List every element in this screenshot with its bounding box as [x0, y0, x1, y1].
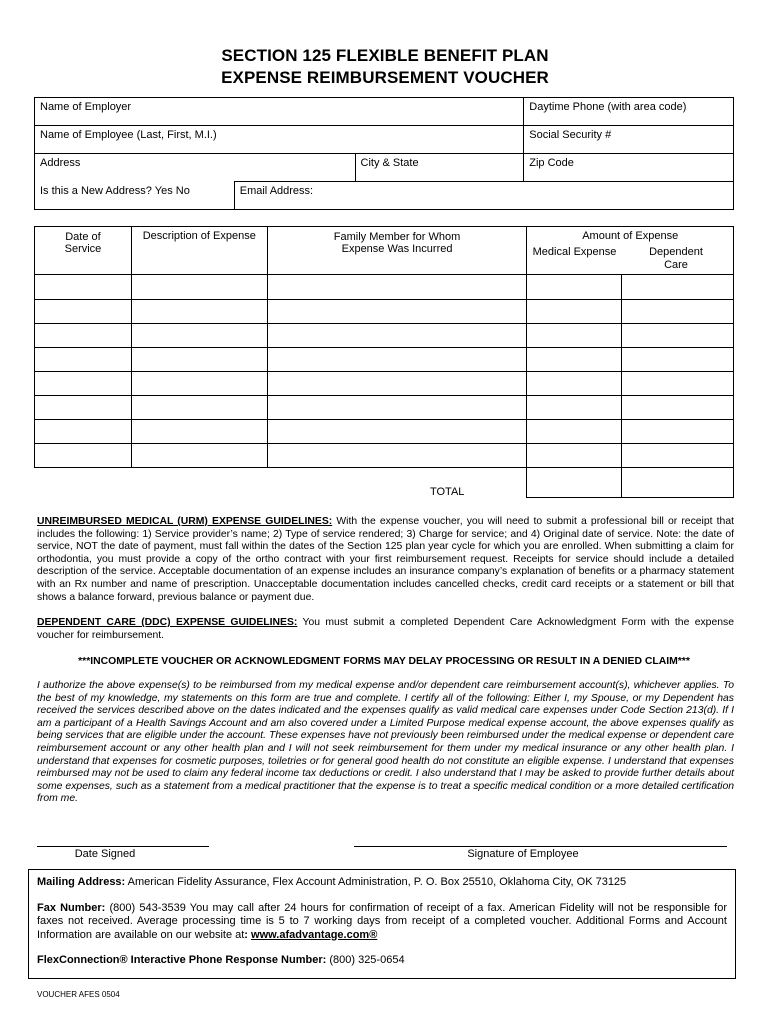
family-member-cell[interactable] [267, 444, 527, 468]
employee-info-table [34, 97, 734, 210]
description-cell[interactable] [131, 348, 267, 372]
description-cell[interactable] [131, 420, 267, 444]
ddc-guidelines [37, 617, 734, 642]
description-cell[interactable] [131, 396, 267, 420]
address-field[interactable] [35, 154, 356, 182]
new-address-label: Is this a New Address? Yes No [40, 184, 190, 197]
header-medical: Medical Expense [532, 246, 617, 258]
employer-field[interactable] [35, 98, 524, 126]
urm-text: With the expense voucher, you will need to submit a professional bill or receipt that includes the following: 1) Service provider’s name; 2) Type of service rendered; 3) Charge for service; and 4) Original date of service. Note: the date of service, NOT the date of payment, must fall within the dates of the Section 125 plan year cycle for which you are enrolled. When submitting a claim for orthodontia, you must provide a copy of the ortho contract with your first reimbursement request. Receipts for service should include a detailed description of the service. Acceptable documentation of an expense includes an insurance company’s explanation of benefits or a pharmacy statement with an Rx number and name of prescription. Unacceptable documentation includes cancelled checks, credit card receipts or a statement or bill that shows a balance forward, previous balance or payment due. [37, 516, 734, 603]
form-code: VOUCHER AFES 0504 [37, 990, 120, 999]
expense-row [35, 372, 734, 396]
expense-row [35, 324, 734, 348]
dependent-amount-cell[interactable] [622, 275, 734, 300]
family-member-cell[interactable] [267, 275, 527, 300]
employee-signature-line[interactable] [354, 846, 727, 847]
description-cell[interactable] [131, 444, 267, 468]
dependent-amount-cell[interactable] [622, 444, 734, 468]
date-cell[interactable] [35, 444, 132, 468]
fax-info [37, 902, 727, 943]
fax-label: Fax Number: [37, 901, 106, 914]
fax-text: (800) 543-3539 You may call after 24 hours for confirmation of receipt of a fax. American Fidelity will not be responsible for faxes not received. Average processing time is 5 to 7 working days from receipt of a completed voucher. Additional Forms and Account Information are available on our website at [37, 901, 727, 941]
city-state-label: City & State [360, 157, 419, 169]
expense-row [35, 444, 734, 468]
employee-name-label: Name of Employee (Last, First, M.I.) [40, 129, 217, 141]
ddc-heading: DEPENDENT CARE (DDC) EXPENSE GUIDELINES: [37, 617, 298, 628]
medical-total-cell[interactable] [527, 468, 622, 498]
dependent-amount-cell[interactable] [622, 348, 734, 372]
employee-signature-label: Signature of Employee [467, 848, 579, 860]
dependent-amount-cell[interactable] [622, 420, 734, 444]
authorization-statement: I authorize the above expense(s) to be reimbursed from my medical expense and/or dependent care reimbursement account(s), whichever applies. To the best of my knowledge, my statements on this form are true and complete. I certify all of the following: Either I, my Spouse, or my Dependent has received the services described above on the dates indicated and the expenses qualify as valid medical care expenses under Code Section 213(d). If I am a participant of a Health Savings Account and am also covered under a Limited Purpose medical expense account, the above expenses qualify as being services that are eligible under the account. These expenses have not previously been reimbursed under the medical expense or dependent care reimbursement account or any other health plan and I will not seek reimbursement for them under my medical insurance or any other health plan. I understand that expenses for cosmetic purposes, toiletries or for general good health do not constitute an eligible expense. I understand that expenses reimbursed may not be used to claim any federal income tax deductions or credit. I also understand that I may be asked to provide further details about some expenses, such as a statement from a medical practitioner that the expense is to treat a specific medical condition or a more detailed certification from me. [37, 680, 734, 805]
phone-label: Daytime Phone (with area code) [529, 101, 687, 113]
medical-amount-cell[interactable] [527, 396, 622, 420]
header-family-member: Family Member for Whom Expense Was Incurred [267, 227, 527, 275]
ssn-field[interactable] [524, 126, 734, 154]
date-cell[interactable] [35, 372, 132, 396]
family-member-cell[interactable] [267, 300, 527, 324]
email-label: Email Address: [239, 185, 314, 197]
ddc-text: You must submit a completed Dependent Care Acknowledgment Form with the expense voucher for reimbursement. [37, 617, 734, 641]
mailing-address [37, 876, 727, 890]
flex-text: (800) 325-0654 [326, 954, 405, 966]
family-member-cell[interactable] [267, 324, 527, 348]
form-title-line1: SECTION 125 FLEXIBLE BENEFIT PLAN [221, 46, 549, 65]
family-member-cell[interactable] [267, 348, 527, 372]
total-label: TOTAL [35, 468, 527, 498]
urm-guidelines [37, 516, 734, 604]
form-title-line2: EXPENSE REIMBURSEMENT VOUCHER [221, 68, 549, 87]
urm-heading: UNREIMBURSED MEDICAL (URM) EXPENSE GUIDELINES: [37, 516, 333, 527]
incomplete-warning: ***INCOMPLETE VOUCHER OR ACKNOWLEDGMENT FORMS MAY DELAY PROCESSING OR RESULT IN A DENIED CLAIM*** [78, 656, 690, 667]
date-cell[interactable] [35, 420, 132, 444]
date-signed-line[interactable] [37, 846, 209, 847]
city-state-field[interactable] [355, 154, 524, 182]
header-amount: Amount of Expense [527, 227, 734, 275]
expense-row [35, 420, 734, 444]
family-member-cell[interactable] [267, 396, 527, 420]
mailing-label: Mailing Address: [37, 876, 126, 888]
zip-label: Zip Code [529, 157, 574, 169]
description-cell[interactable] [131, 300, 267, 324]
dependent-amount-cell[interactable] [622, 300, 734, 324]
header-description: Description of Expense [131, 227, 267, 275]
expense-row [35, 396, 734, 420]
address-label: Address [40, 157, 81, 169]
family-member-cell[interactable] [267, 420, 527, 444]
expense-row [35, 300, 734, 324]
description-cell[interactable] [131, 275, 267, 300]
employee-name-field[interactable] [35, 126, 524, 154]
date-signed-label: Date Signed [74, 848, 136, 860]
expense-table [34, 226, 734, 498]
zip-field[interactable] [524, 154, 734, 182]
flexconnection-info [37, 954, 727, 968]
medical-amount-cell[interactable] [527, 444, 622, 468]
family-member-cell[interactable] [267, 372, 527, 396]
date-cell[interactable] [35, 348, 132, 372]
expense-row [35, 275, 734, 300]
description-cell[interactable] [131, 372, 267, 396]
dependent-amount-cell[interactable] [622, 324, 734, 348]
total-row [35, 468, 734, 498]
new-address-field[interactable] [35, 182, 235, 210]
medical-amount-cell[interactable] [527, 275, 622, 300]
mailing-info-box [28, 869, 736, 979]
date-cell[interactable] [35, 396, 132, 420]
flex-label: FlexConnection® Interactive Phone Response Number: [37, 954, 327, 966]
medical-amount-cell[interactable] [527, 348, 622, 372]
expense-row [35, 348, 734, 372]
date-cell[interactable] [35, 324, 132, 348]
website-link[interactable]: www.afadvantage.com® [251, 928, 378, 941]
header-date-of-service: Date of Service [35, 227, 132, 275]
date-cell[interactable] [35, 275, 132, 300]
medical-amount-cell[interactable] [527, 324, 622, 348]
medical-amount-cell[interactable] [527, 300, 622, 324]
medical-amount-cell[interactable] [527, 420, 622, 444]
medical-amount-cell[interactable] [527, 372, 622, 396]
email-field[interactable] [234, 182, 733, 210]
mailing-text: American Fidelity Assurance, Flex Account Administration, P. O. Box 25510, Oklahoma City, OK 73125 [125, 876, 627, 888]
fax-colon: : [244, 928, 252, 941]
dependent-amount-cell[interactable] [622, 396, 734, 420]
dependent-amount-cell[interactable] [622, 372, 734, 396]
ssn-label: Social Security # [529, 129, 612, 141]
dependent-total-cell[interactable] [622, 468, 734, 498]
employer-label: Name of Employer [40, 101, 132, 113]
date-cell[interactable] [35, 300, 132, 324]
description-cell[interactable] [131, 324, 267, 348]
phone-field[interactable] [524, 98, 734, 126]
header-dependent-care: Dependent Care [649, 246, 703, 271]
